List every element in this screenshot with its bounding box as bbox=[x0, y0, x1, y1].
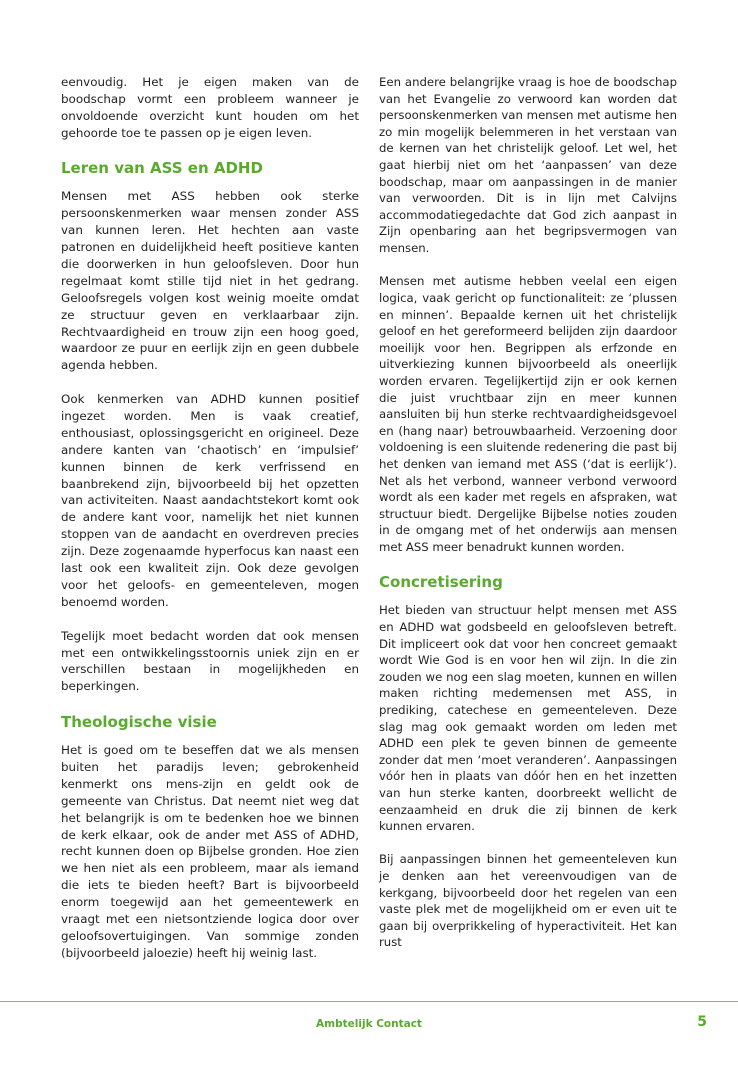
section-heading: Theologische visie bbox=[61, 713, 217, 732]
paragraph: Het bieden van structuur helpt mensen met ASS en ADHD wat godsbeeld en geloofsleven betreft. Dit impliceert ook dat voor hen concreet gemaakt wordt Wie God is en voor hen wil zijn. In die zin zouden we nog een slag moeten, kunnen en willen maken richting medemensen met ASS, in prediking, catechese en gemeenteleven. Deze slag mag ook gemaakt worden om leden met ADHD een plek te geven binnen de gemeente zonder dat men ‘moet veranderen’. Aanpassingen vóór hen in plaats van dóór hen en het inzetten van hun sterke kanten, doorbreekt wellicht de eenzaamheid en druk die zij binnen de kerk kunnen ervaren. bbox=[379, 603, 677, 834]
paragraph: Tegelijk moet bedacht worden dat ook mensen met een ontwikkelingsstoornis uniek zijn en er verschillen bestaan in mogelijkheden en beperkingen. bbox=[61, 628, 359, 694]
paragraph: Een andere belangrijke vraag is hoe de boodschap van het Evangelie zo verwoord kan worden dat persoonskenmerken van mensen met autisme hen zo min mogelijk belemmeren in het verstaan van de kernen van het christelijk geloof. Let wel, het gaat hierbij niet om het ‘aanpassen’ van deze boodschap, maar om aanpassingen in de manier van verwoorden. Dit is in lijn met Calvijns accommodatiegedachte dat God zich aanpast in Zijn openbaring aan het begripsvermogen van mensen. bbox=[379, 75, 677, 256]
publication-name: Ambtelijk Contact bbox=[316, 1018, 422, 1030]
section-heading: Concretisering bbox=[379, 573, 503, 592]
left-column bbox=[61, 74, 359, 979]
paragraph: Mensen met ASS hebben ook sterke persoonskenmerken waar mensen zonder ASS van kunnen leren. Het hechten aan vaste patronen en duidelijkheid heeft positieve kanten die doorwerken in hun geloofsleven. Door hun regelmaat komt stille tijd niet in het gedrang. Geloofsregels volgen kost weinig moeite omdat ze structuur geven en verklaarbaar zijn. Rechtvaardigheid en trouw zijn een hoog goed, waardoor ze puur en eerlijk zijn en geen dubbele agenda hebben. bbox=[61, 189, 359, 373]
paragraph: Ook kenmerken van ADHD kunnen positief ingezet worden. Men is vaak creatief, enthousiast, oplossingsgericht en origineel. Deze andere kanten van ‘chaotisch’ en ‘impulsief’ kunnen binnen de kerk verfrissend en baanbrekend zijn, bijvoorbeeld bij het opzetten van activiteiten. Naast aandachtstekort komt ook de andere kant voor, namelijk het niet kunnen stoppen van de aandacht en overdreven precies zijn. Deze zogenaamde hyperfocus kan naast een last ook een kwaliteit zijn. Ook deze gevolgen voor het geloofs- en gemeenteleven, mogen benoemd worden. bbox=[61, 392, 359, 609]
paragraph: eenvoudig. Het je eigen maken van de boodschap vormt een probleem wanneer je onvoldoende overzicht kunt houden om het gehoorde toe te passen op je eigen leven. bbox=[61, 75, 359, 140]
paragraph: Bij aanpassingen binnen het gemeenteleven kun je denken aan het vereenvoudigen van de kerkgang, bijvoorbeeld door het regelen van een vaste plek met de mogelijkheid om er even uit te gaan bij overprikkeling of hyperactiviteit. Het kan rust bbox=[379, 852, 677, 950]
paragraph: Het is goed om te beseffen dat we als mensen buiten het paradijs leven; gebrokenheid kenmerkt ons mens-zijn en geldt ook de gemeente van Christus. Dat neemt niet weg dat het belangrijk is om te bedenken hoe we binnen de kerk elkaar, ook de ander met ASS of ADHD, recht kunnen doen op Bijbelse gronden. Hoe zien we hen niet als een probleem, maar als iemand die iets te bieden heeft? Bart is bijvoorbeeld enorm toegewijd aan het gemeentewerk en vraagt met een nietsontziende logica door over geloofsovertuigingen. Van sommige zonden (bijvoorbeeld jaloezie) heeft hij weinig last. bbox=[61, 743, 359, 960]
page-number: 5 bbox=[697, 1014, 707, 1030]
right-column bbox=[379, 74, 677, 968]
footer-divider bbox=[0, 1001, 738, 1002]
section-heading: Leren van ASS en ADHD bbox=[61, 159, 263, 178]
paragraph: Mensen met autisme hebben veelal een eigen logica, vaak gericht op functionaliteit: ze ‘plussen en minnen’. Bepaalde kernen uit het christelijk geloof en het gereformeerd belijden zijn daardoor moeilijk voor hen. Begrippen als erfzonde en uitverkiezing kunnen bijvoorbeeld als oneerlijk worden ervaren. Tegelijkertijd zijn er ook kernen die juist vruchtbaar zijn en meer kunnen aansluiten bij hun sterke rechtvaardigheidsgevoel en (hang naar) betrouwbaarheid. Verzoening door voldoening is een sluitende redenering die past bij het denken van iemand met ASS (‘dat is eerlijk’). Net als het verbond, wanneer verbond verwoord wordt als een kader met regels en afspraken, wat structuur biedt. Dergelijke Bijbelse noties zouden in de omgang met of het onderwijs aan mensen met ASS meer benadrukt kunnen worden. bbox=[379, 274, 677, 555]
